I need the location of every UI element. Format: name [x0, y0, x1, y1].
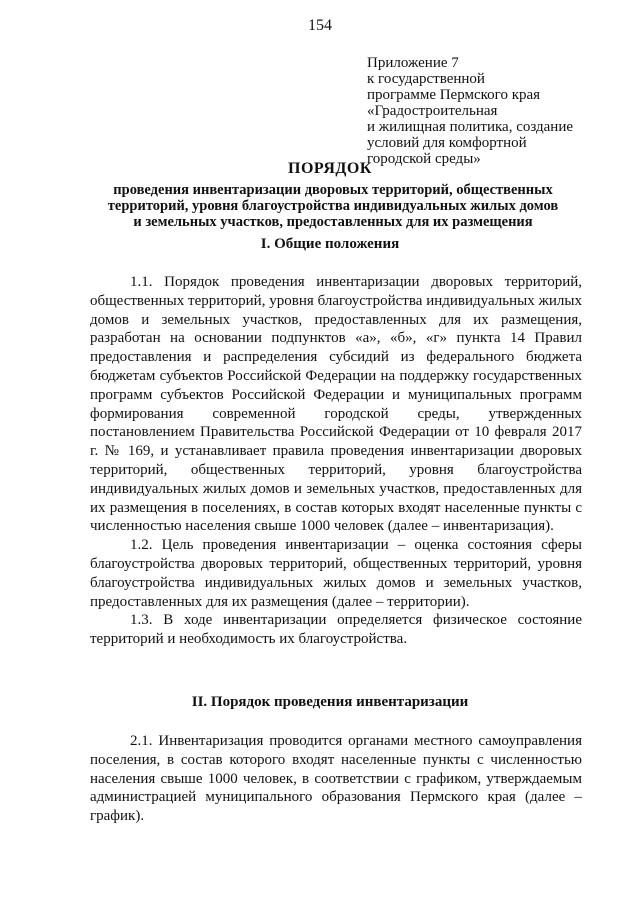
- paragraph-1-2: 1.2. Цель проведения инвентаризации – оценка состояния сферы благоустройства дворовых территорий, общественных территорий, уровня благоустройства индивидуальных жилых домов и земельных участков, предоставленных для их размещения (далее – территории).: [90, 537, 582, 610]
- section-body-procedure: [90, 732, 582, 826]
- appendix-line: и жилищная политика, создание: [367, 119, 574, 135]
- subtitle-line: и земельных участков, предоставленных для их размещения: [133, 214, 533, 230]
- paragraph-1-1: 1.1. Порядок проведения инвентаризации дворовых территорий, общественных территорий, уровня благоустройства индивидуальных жилых домов и земельных участков, предоставленных для их размещения, разработан на основании подпунктов «а», «б», «г» пункта 14 Правил предоставления и распределения субсидий из федерального бюджета бюджетам субъектов Российской Федерации на поддержку государственных программ субъектов Российской Федерации и муниципальных программ формирования современной городской среды, утвержденных постановлением Правительства Российской Федерации от 10 февраля 2017 г. № 169, и устанавливает правила проведения инвентаризации дворовых территорий, общественных территорий, уровня благоустройства индивидуальных жилых домов и земельных участков, предоставленных для их размещения в поселениях, в состав которых входят населенные пункты с численностью населения свыше 1000 человек (далее – инвентаризация).: [90, 274, 582, 535]
- appendix-line: «Градостроительная: [367, 103, 498, 119]
- subtitle-line: территорий, уровня благоустройства индивидуальных жилых домов: [107, 198, 559, 214]
- page-number: 154: [308, 17, 332, 34]
- appendix-header: [367, 55, 617, 167]
- document-title: ПОРЯДОК: [288, 160, 372, 177]
- document-subtitle: [88, 182, 578, 230]
- section-body-general: [90, 273, 582, 649]
- section-heading-procedure: II. Порядок проведения инвентаризации: [191, 694, 469, 710]
- subtitle-line: проведения инвентаризации дворовых территорий, общественных: [113, 182, 553, 198]
- paragraph-1-3: 1.3. В ходе инвентаризации определяется физическое состояние территорий и необходимость их благоустройства.: [90, 612, 582, 648]
- appendix-line: к государственной: [367, 71, 485, 87]
- paragraph-2-1: 2.1. Инвентаризация проводится органами местного самоуправления поселения, в состав которого входят населенные пункты с численностью населения свыше 1000 человек, в соответствии с графиком, утверждаемым администрацией муниципального образования Пермского края (далее – график).: [90, 733, 582, 825]
- section-heading-general: I. Общие положения: [260, 236, 400, 252]
- appendix-line: программе Пермского края: [367, 87, 541, 103]
- appendix-line: условий для комфортной: [367, 135, 527, 151]
- appendix-line: городской среды»: [367, 151, 481, 167]
- appendix-line: Приложение 7: [367, 55, 459, 71]
